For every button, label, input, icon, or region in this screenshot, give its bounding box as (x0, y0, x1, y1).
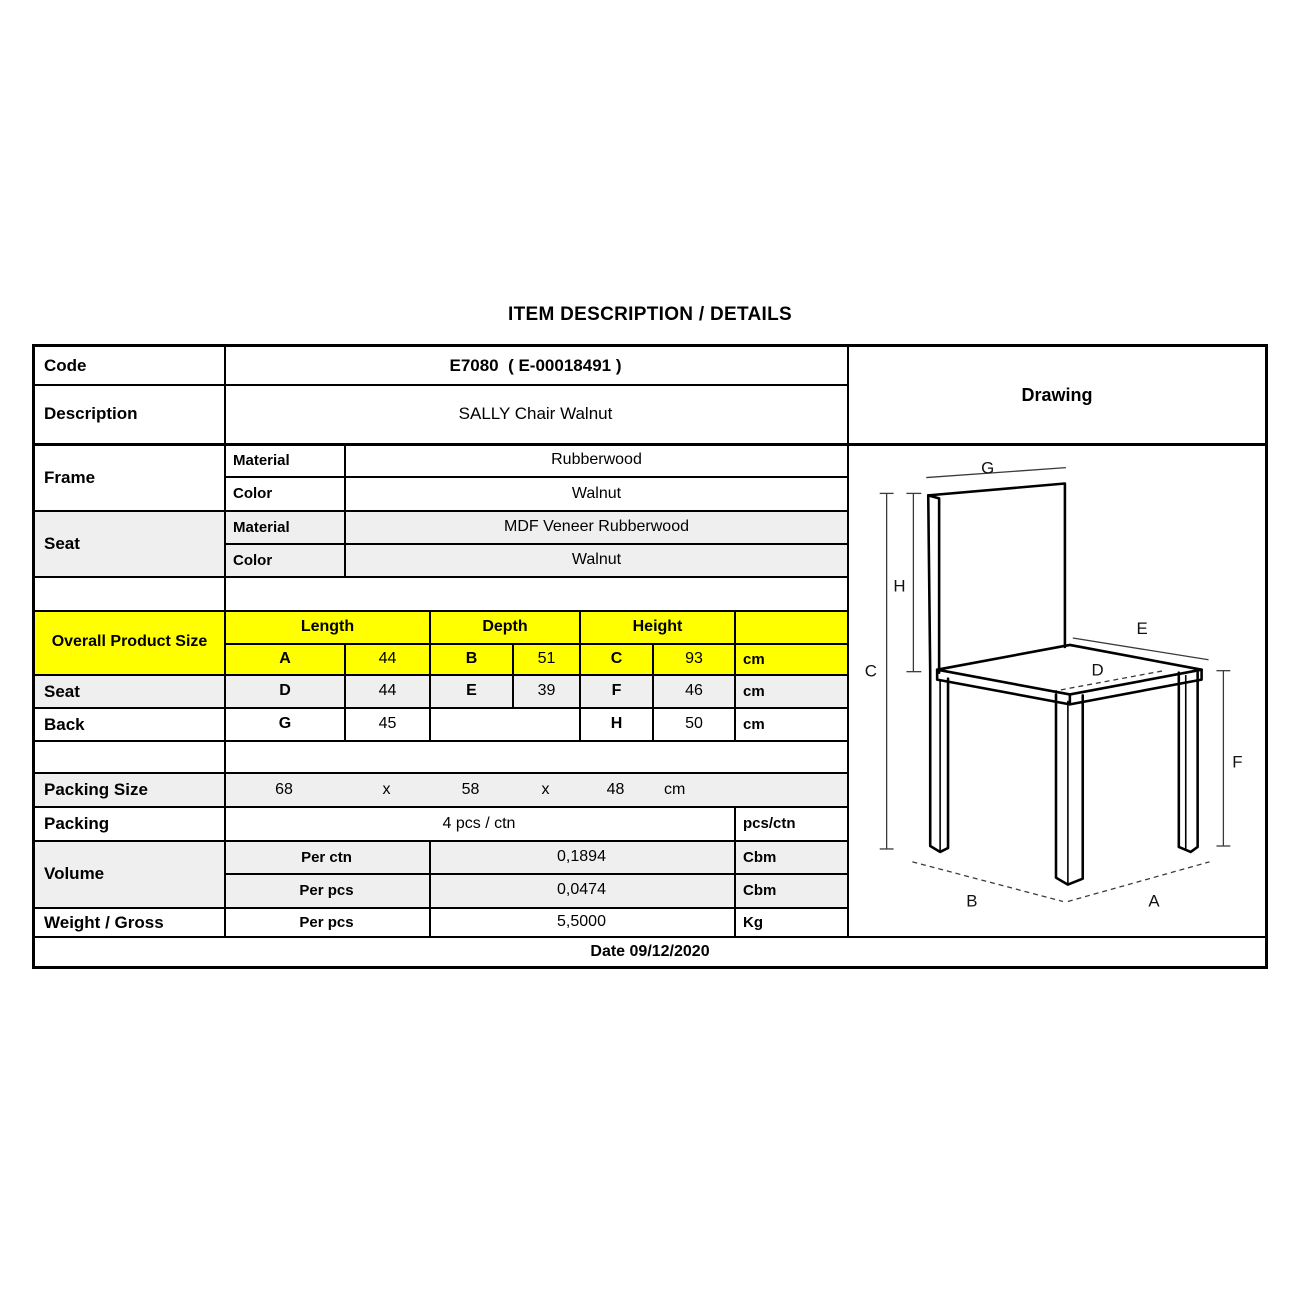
back-height-key: H (610, 715, 623, 733)
seat-unit: cm (743, 682, 765, 700)
weight-label: Weight / Gross (44, 912, 164, 932)
seat-material-label: Material (233, 518, 290, 536)
dim-label-c: C (864, 661, 877, 681)
grid-line (35, 740, 847, 742)
back-length-key: G (278, 715, 292, 733)
dim-label-h: H (893, 576, 906, 596)
packing-size-label: Packing Size (44, 780, 148, 800)
code-value: E7080 ( E-00018491 ) (449, 355, 622, 375)
dim-label-b: B (966, 891, 978, 911)
dim-label-g: G (981, 458, 995, 478)
seat-label: Seat (44, 534, 80, 554)
overall-length-key: A (279, 650, 291, 668)
packing-unit: pcs/ctn (743, 815, 796, 833)
back-unit: cm (743, 715, 765, 733)
volume-label: Volume (44, 864, 105, 884)
frame-material-label: Material (233, 451, 290, 469)
dim-label-f: F (1232, 752, 1243, 772)
packing-label: Packing (44, 814, 110, 834)
packing-size-depth: 58 (461, 780, 480, 798)
spec-sheet-table (32, 344, 1268, 969)
chair-outline (928, 483, 1201, 884)
height-header: Height (632, 618, 683, 636)
description-label: Description (44, 404, 138, 424)
length-header: Length (300, 618, 355, 636)
dim-label-e: E (1136, 619, 1148, 639)
packing-size-unit: cm (664, 780, 686, 798)
date-text: Date 09/12/2020 (590, 942, 710, 960)
frame-color-value: Walnut (571, 484, 622, 502)
overall-unit: cm (743, 650, 765, 668)
frame-material-value: Rubberwood (551, 451, 642, 469)
volume-per-ctn-value: 0,1894 (557, 848, 606, 866)
seat-height-key: F (611, 682, 622, 700)
packing-value: 4 pcs / ctn (442, 814, 516, 832)
page-title: ITEM DESCRIPTION / DETAILS (507, 304, 792, 325)
weight-value: 5,5000 (557, 913, 606, 931)
packing-size-sep2: x (541, 780, 550, 798)
seat-height-value: 46 (685, 682, 703, 700)
overall-depth-key: B (465, 650, 478, 668)
seat-depth-value: 39 (537, 682, 556, 700)
packing-size-length: 68 (275, 780, 293, 798)
seat-size-label: Seat (44, 681, 80, 701)
volume-per-pcs-value: 0,0474 (557, 881, 606, 899)
weight-unit: Kg (743, 913, 763, 931)
dim-label-a: A (1148, 891, 1160, 911)
drawing-title: Drawing (1021, 384, 1093, 405)
volume-per-ctn-unit: Cbm (743, 848, 777, 866)
seat-material-value: MDF Veneer Rubberwood (504, 518, 689, 536)
description-value: SALLY Chair Walnut (458, 404, 613, 424)
code-label: Code (44, 355, 87, 375)
frame-color-label: Color (233, 485, 273, 503)
seat-length-key: D (279, 682, 291, 700)
packing-size-sep1: x (382, 780, 391, 798)
seat-color-value: Walnut (571, 551, 622, 569)
back-height-value: 50 (685, 715, 703, 733)
volume-per-pcs-unit: Cbm (743, 881, 777, 899)
seat-length-value: 44 (378, 682, 397, 700)
volume-per-ctn-label: Per ctn (301, 848, 352, 866)
seat-color-label: Color (233, 551, 273, 569)
overall-height-value: 93 (685, 650, 703, 668)
back-length-value: 45 (378, 715, 397, 733)
back-size-label: Back (44, 714, 85, 734)
overall-length-value: 44 (378, 650, 397, 668)
grid-line (35, 576, 847, 578)
chair-drawing (849, 446, 1263, 933)
packing-size-height: 48 (606, 780, 625, 798)
grid-line (734, 610, 736, 740)
frame-label: Frame (44, 467, 96, 487)
volume-per-pcs-label: Per pcs (299, 881, 354, 899)
overall-depth-value: 51 (537, 650, 556, 668)
dim-label-d: D (1091, 660, 1104, 680)
depth-header: Depth (482, 618, 528, 636)
overall-height-key: C (610, 650, 623, 668)
overall-size-label: Overall Product Size (51, 632, 208, 650)
seat-depth-key: E (466, 682, 477, 700)
grid-line (734, 806, 736, 936)
weight-sub-label: Per pcs (299, 913, 354, 931)
